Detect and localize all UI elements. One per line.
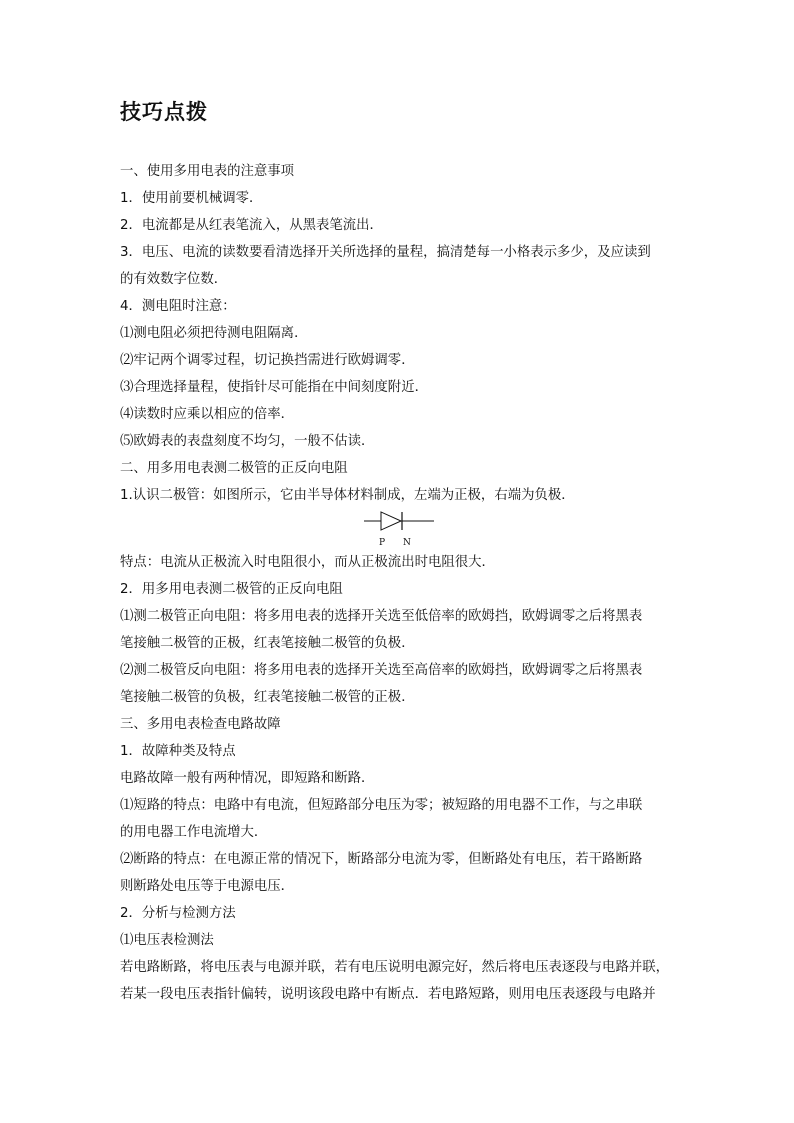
section1-sub5: ⑸欧姆表的表盘刻度不均匀，一般不估读． [120, 434, 375, 449]
section2-sub2-line1: ⑵测二极管反向电阻：将多用电表的选择开关选至高倍率的欧姆挡，欧姆调零之后将黑表 [120, 663, 643, 678]
section3-heading: 三、多用电表检查电路故障 [120, 717, 281, 732]
section1-sub1: ⑴测电阻必须把待测电阻隔离． [120, 326, 308, 341]
section3-short-line2: 的用电器工作电流增大． [120, 825, 268, 840]
section2-sub2-line2: 笔接触二极管的负极，红表笔接触二极管的正极． [120, 690, 415, 705]
section1-sub4: ⑷读数时应乘以相应的倍率． [120, 407, 295, 422]
section1-item3-line2: 的有效数字位数． [120, 272, 228, 287]
diode-figure [120, 509, 676, 549]
section1-sub3: ⑶合理选择量程，使指针尽可能指在中间刻度附近． [120, 380, 428, 395]
section2-item1: 1.认识二极管：如图所示，它由半导体材料制成，左端为正极，右端为负极． [120, 488, 575, 503]
section2-sub1-line1: ⑴测二极管正向电阻：将多用电表的选择开关选至低倍率的欧姆挡，欧姆调零之后将黑表 [120, 609, 643, 624]
section2-sub1-line2: 笔接触二极管的正极，红表笔接触二极管的负极． [120, 636, 415, 651]
section3-item1: 1．故障种类及特点 [120, 744, 236, 759]
diode-label-p: P [379, 538, 386, 548]
document-body [120, 158, 676, 1008]
section2-heading: 二、用多用电表测二极管的正反向电阻 [120, 461, 348, 476]
section1-sub2: ⑵牢记两个调零过程，切记换挡需进行欧姆调零． [120, 353, 415, 368]
section1-item1: 1．使用前要机械调零． [120, 191, 263, 206]
section2-feature: 特点：电流从正极流入时电阻很小，而从正极流出时电阻很大． [120, 555, 495, 570]
section3-open-line2: 则断路处电压等于电源电压． [120, 879, 295, 894]
section1-item4: 4．测电阻时注意： [120, 299, 236, 314]
section3-short-line1: ⑴短路的特点：电路中有电流，但短路部分电压为零；被短路的用电器不工作，与之串联 [120, 798, 643, 813]
section3-method1: ⑴电压表检测法 [120, 933, 214, 948]
section2-item2: 2．用多用电表测二极管的正反向电阻 [120, 582, 343, 597]
section3-method1-line1: 若电路断路，将电压表与电源并联，若有电压说明电源完好，然后将电压表逐段与电路并联， [120, 960, 670, 975]
section3-item2: 2．分析与检测方法 [120, 906, 236, 921]
section3-method1-line2: 若某一段电压表指针偏转，说明该段电路中有断点．若电路短路，则用电压表逐段与电路并 [120, 987, 656, 1002]
section3-open-line1: ⑵断路的特点：在电源正常的情况下，断路部分电流为零，但断路处有电压，若干路断路 [120, 852, 643, 867]
diode-label-n: N [403, 538, 411, 548]
section3-intro: 电路故障一般有两种情况，即短路和断路． [120, 771, 375, 786]
section1-item2: 2．电流都是从红表笔流入，从黑表笔流出． [120, 218, 383, 233]
diode-symbol-icon [364, 509, 434, 549]
section1-heading: 一、使用多用电表的注意事项 [120, 164, 295, 179]
section1-item3-line1: 3．电压、电流的读数要看清选择开关所选择的量程，搞清楚每一小格表示多少，及应读到 [120, 245, 651, 260]
page-title: 技巧点拨 [120, 100, 208, 124]
